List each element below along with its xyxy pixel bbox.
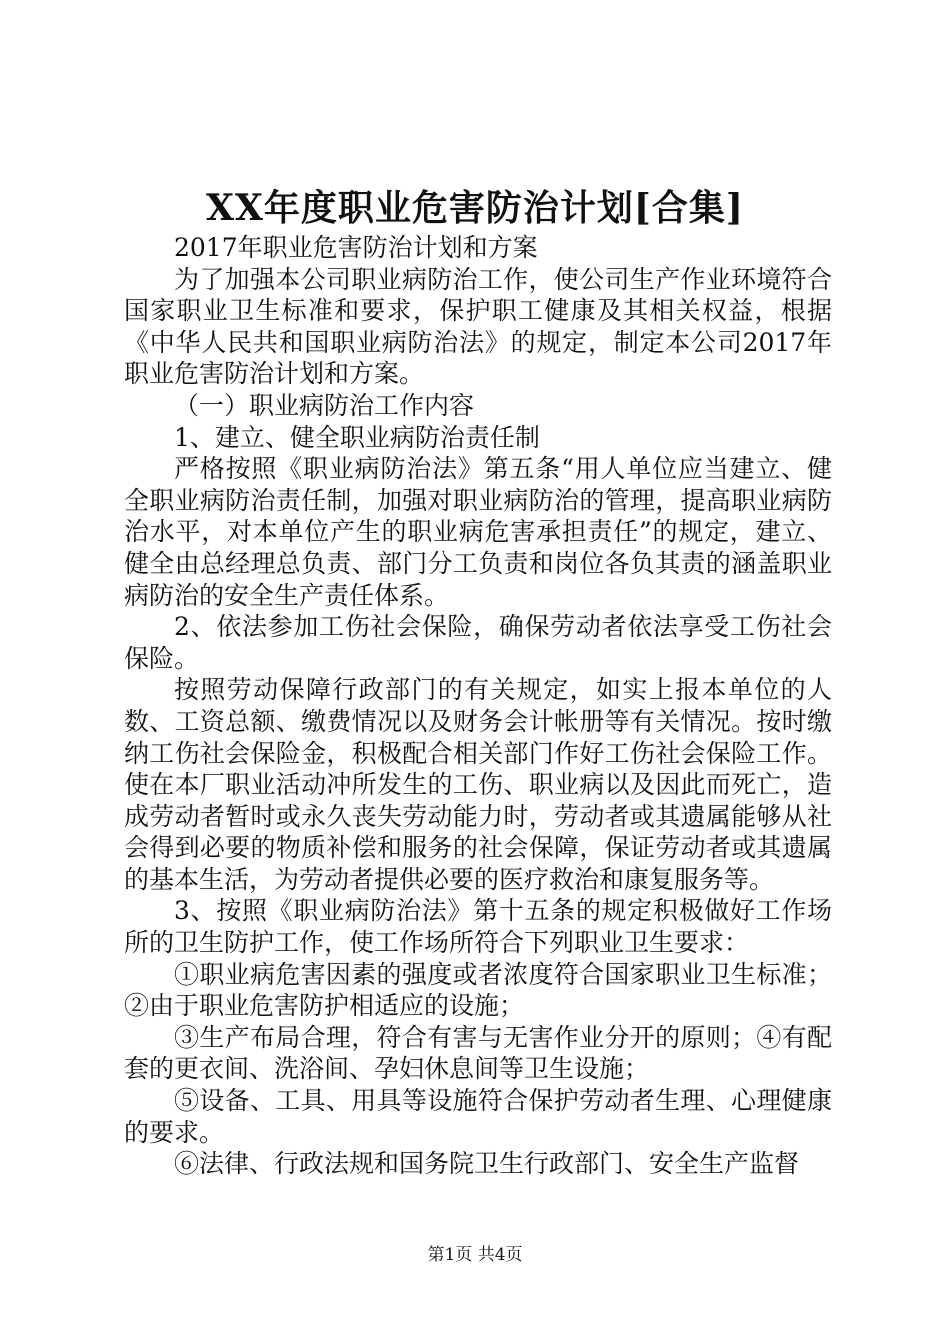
paragraph-responsibility: 严格按照《职业病防治法》第五条“用人单位应当建立、健全职业病防治责任制，加强对职业病防治的管理，提高职业病防治水平，对本单位产生的职业病危害承担责任”的规定，建立、健全由总经理总负责、部门分工负责和岗位各负其责的涵盖职业病防治的安全生产责任体系。 <box>124 454 832 610</box>
document-title: XX年度职业危害防治计划[合集] <box>206 187 744 229</box>
section-heading-1: （一）职业病防治工作内容 <box>174 390 475 420</box>
item-heading-3: 3、按照《职业病防治法》第十五条的规定积极做好工作场所的卫生防护工作，使工作场所符合下列职业卫生要求： <box>124 896 832 958</box>
intro-paragraph: 为了加强本公司职业病防治工作，使公司生产作业环境符合国家职业卫生标准和要求，保护职工健康及其相关权益，根据《中华人民共和国职业病防治法》的规定，制定本公司2017年职业危害防治计划和方案。 <box>124 264 832 389</box>
requirement-5: ⑤设备、工具、用具等设施符合保护劳动者生理、心理健康的要求。 <box>124 1086 832 1147</box>
document-body <box>124 232 832 1180</box>
item-heading-2: 2、依法参加工伤社会保险，确保劳动者依法享受工伤社会保险。 <box>124 612 832 673</box>
plan-subtitle: 2017年职业危害防治计划和方案 <box>174 233 538 262</box>
page-footer: 第1页 共4页 <box>427 1245 523 1265</box>
requirement-3-4: ③生产布局合理，符合有害与无害作业分开的原则；④有配套的更衣间、洗浴间、孕妇休息间等卫生设施； <box>124 1022 832 1084</box>
requirement-6: ⑥法律、行政法规和国务院卫生行政部门、安全生产监督 <box>174 1149 800 1179</box>
requirement-1-2: ①职业病危害因素的强度或者浓度符合国家职业卫生标准；②由于职业危害防护相适应的设施； <box>124 959 832 1021</box>
item-heading-1: 1、建立、健全职业病防治责任制 <box>174 422 540 452</box>
paragraph-insurance: 按照劳动保障行政部门的有关规定，如实上报本单位的人数、工资总额、缴费情况以及财务会计帐册等有关情况。按时缴纳工伤社会保险金，积极配合相关部门作好工伤社会保险工作。使在本厂职业活动冲所发生的工伤、职业病以及因此而死亡，造成劳动者暂时或永久丧失劳动能力时，劳动者或其遗属能够从社会得到必要的物质补偿和服务的社会保障，保证劳动者或其遗属的基本生活，为劳动者提供必要的医疗救治和康复服务等。 <box>124 675 832 894</box>
